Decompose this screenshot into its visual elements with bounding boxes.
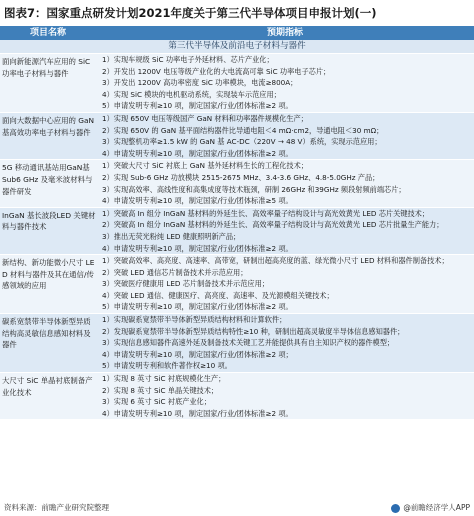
indicator-item: 2）突破 LED 通信芯片制备技术并示范应用； [102, 267, 248, 277]
header-expected-indicators: 预期指标 [266, 28, 303, 38]
indicator-item: 5）申请发明专利≥10 项，制定国家/行业/团体标准≥2 项。 [102, 101, 293, 111]
indicator-item: 4）突破 LED 通信、健康医疗、高亮度、高速率、及光源模组关键技术； [102, 290, 334, 300]
brand-mark [391, 500, 470, 516]
indicator-item: 1）实现 8 英寸 SiC 衬底规模化生产； [102, 374, 226, 384]
indicators-cell [98, 113, 474, 159]
indicator-item: 3）实现 6 英寸 SiC 衬底产业化； [102, 397, 211, 407]
indicator-item: 1）实现碳系宽禁带半导体新型异质结构材料和计算软件； [102, 315, 287, 325]
indicator-item: 5）申请发明专利≥10 项，制定国家/行业/团体标准≥2 项。 [102, 302, 293, 312]
indicator-item: 3）突破医疗健康用 LED 芯片制备技术并示范应用； [102, 279, 269, 289]
indicator-item: 3）实现信息感知器件高速外延及制备技术关键工艺并能提供具有自主知识产权的器件模型； [102, 338, 395, 348]
section-title: 第三代半导体及前沿电子材料与器件 [0, 40, 474, 54]
indicators-cell [98, 160, 474, 206]
project-name-cell: 5G 移动通讯基站用GaN基 Sub6 GHz 及毫米波材料与器件研发 [2, 163, 93, 196]
indicators-cell [98, 314, 474, 372]
table-row [0, 208, 474, 255]
indicator-item: 4）申请发明专利≥10 项，制定国家/行业/团体标准≥2 项。 [102, 408, 293, 418]
brand-logo-icon [391, 504, 400, 513]
table-row [0, 373, 474, 420]
brand-label: @前瞻经济学人APP [403, 503, 470, 512]
source-note: 资料来源：前瞻产业研究院整理 [4, 503, 109, 512]
indicator-item: 1）突破大尺寸 SiC 衬底上 GaN 基外延材料生长的工程化技术； [102, 161, 308, 171]
table-row [0, 314, 474, 373]
page-title: 图表7：国家重点研发计划2021年度关于第三代半导体项目申报计划(一) [4, 6, 377, 20]
indicator-item: 3）实现整机功率≥1.5 kW 的 GaN 基 AC-DC（220V → 48 V）系统，实现示范应用； [102, 137, 382, 147]
indicator-item: 3）推出无荧光粉纯 LED 健康照明新产品； [102, 231, 241, 241]
indicator-item: 4）申请发明专利≥10 项，制定国家/行业/团体标准≥2 项。 [102, 243, 293, 253]
project-name-cell: 大尺寸 SiC 单晶衬底制备产业化技术 [2, 376, 93, 397]
indicator-item: 2）实现 650V 的 GaN 基平面结构器件比导通电阻＜4 mΩ·cm2，导通电阻＜30 mΩ； [102, 125, 384, 135]
indicator-item: 4）申请发明专利≥10 项，制定国家/行业/团体标准≥5 项。 [102, 196, 293, 206]
project-name-cell: 碳系宽禁带半导体新型异质结构高灵敏信息感知材料及器件 [2, 317, 91, 350]
indicator-item: 2）实现 Sub-6 GHz 功放模块 2515-2675 MHz、3.4-3.6 GHz、4.8-5.0GHz 产品； [102, 172, 380, 182]
project-name-cell: 新结构、新功能微小尺寸 LED 材料与器件及其在通信/传感领域的应用 [2, 258, 95, 291]
indicator-item: 2）实现 8 英寸 SiC 单晶关键技术； [102, 385, 219, 395]
header-project-name: 项目名称 [29, 28, 66, 38]
indicator-item: 1）突破高效率、高亮度、高速率、高带宽，研制出超高亮度的蓝、绿光微小尺寸 LED 材料和器件制备技术； [102, 256, 449, 266]
table-row [0, 160, 474, 207]
indicator-item: 4）实现 SiC 模块的电机驱动系统，实现装车示范应用； [102, 89, 281, 99]
indicator-item: 1）突破高 In 组分 InGaN 基材料的外延生长、高效率量子结构设计与高光效黄光 LED 芯片关键技术； [102, 208, 430, 218]
indicator-item: 1）实现车规级 SiC 功率电子外延材料、芯片产业化； [102, 55, 274, 64]
project-name-cell: 面向新能源汽车应用的 SiC 功率电子材料与器件 [2, 57, 91, 78]
indicators-cell [98, 373, 474, 419]
table-header [0, 26, 474, 40]
indicator-item: 1）实现 650V 电压等级国产 GaN 材料和功率器件规模化生产； [102, 113, 308, 123]
indicators-cell [98, 255, 474, 313]
indicator-item: 4）申请发明专利≥10 项，制定国家/行业/团体标准≥2 项； [102, 349, 293, 359]
indicators-cell [98, 54, 474, 112]
table-body [0, 54, 474, 420]
indicator-item: 3）实现高效率、高线性度和高集成度等技术瓶颈，研制 26GHz 和39GHz 频段射频前端芯片； [102, 184, 406, 194]
project-name-cell: 面向大数据中心应用的 GaN 基高效功率电子材料与器件 [2, 115, 95, 137]
table-row [0, 255, 474, 314]
table-row [0, 113, 474, 160]
indicator-item: 2）发现碳系宽禁带半导体新型异质结构特性≥10 种，研制出超高灵敏度半导体信息感知器件； [102, 326, 405, 336]
indicator-item: 2）开发出 1200V 电压等级产业化的大电流高可靠 SiC 功率电子芯片； [102, 66, 331, 76]
indicator-item: 4）申请发明专利≥10 项，制定国家/行业/团体标准≥2 项。 [102, 148, 293, 158]
table-row [0, 54, 474, 113]
indicator-item: 3）开发出 1200V 高功率密度 SiC 功率模块，电流≥800A； [102, 78, 298, 88]
project-name-cell: InGaN 基长波段LED 关键材料与器件技术 [2, 210, 96, 232]
plan-table [0, 26, 474, 420]
footer [0, 500, 474, 516]
indicator-item: 2）突破高 In 组分 InGaN 基材料的外延生长、高效率量子结构设计与高光效黄光 LED 芯片批量生产能力； [102, 220, 444, 230]
indicator-item: 5）申请发明专利和软件著作权≥10 项。 [102, 361, 232, 371]
indicators-cell [98, 208, 474, 254]
